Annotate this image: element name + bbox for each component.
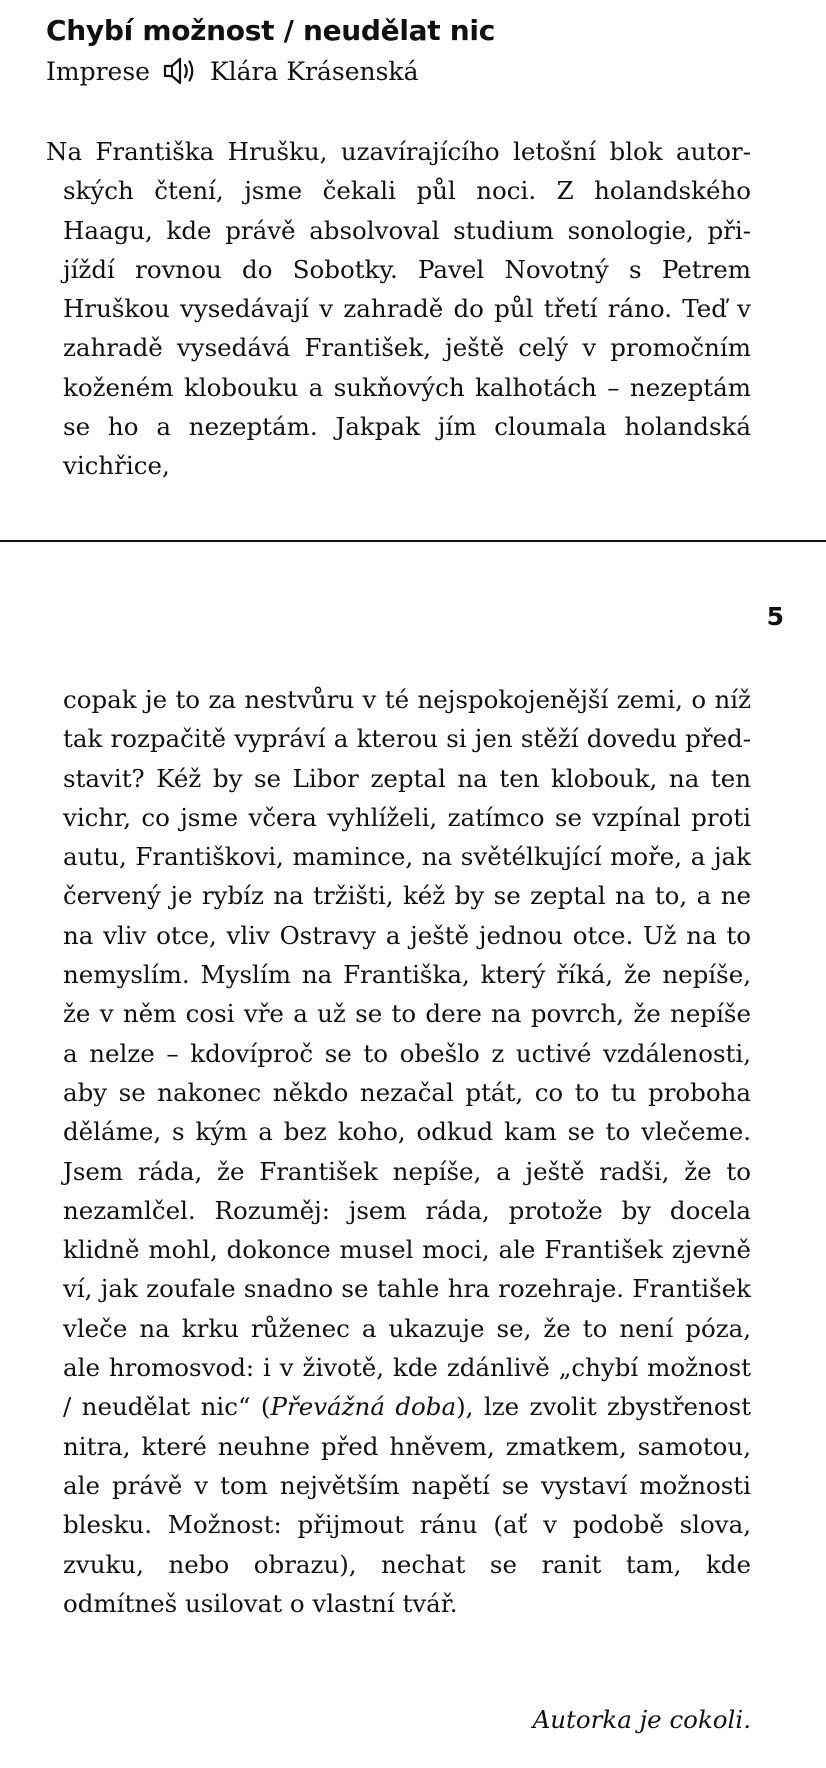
cited-work-title: Převážná doba [270, 1392, 457, 1422]
category-label: Imprese [46, 56, 150, 86]
speaker-icon[interactable] [162, 56, 198, 86]
paragraph-bottom [63, 680, 751, 1623]
paragraph-top: Na Františka Hrušku, uzavírajícího letošní blok autorských čtení, jsme čekali půl noci. Z holandského Haagu, kde právě absolvoval studium sonologie, přijíždí rovnou do Sobotky. Pavel Novotný s Petrem Hruškou vysedávají v zahradě do půl třetí ráno. Teď v zahradě vysedává František, ještě celý v promočním koženém klobouku a sukňových kalhotách – nezeptám se ho a nezeptám. Jakpak jím cloumala holandská vichřice, [46, 137, 751, 481]
paragraph-bottom-end: ), lze zvolit zbystřenost nitra, které neuhne před hněvem, zmatkem, samotou, ale právě v tom největším napětí se vystaví možnosti blesku. Možnost: přijmout ránu (ať v podobě slova, zvuku, nebo obrazu), nechat se ranit tam, kde odmítneš usilovat o vlastní tvář. [63, 1392, 751, 1618]
page-number: 5 [766, 602, 784, 631]
article-meta [46, 56, 419, 86]
page-divider [0, 540, 826, 542]
article-title: Chybí možnost / neudělat nic [46, 14, 496, 47]
author-signature: Autorka je cokoli. [532, 1705, 751, 1734]
author-name: Klára Krásenská [209, 56, 419, 86]
paragraph-bottom-start: copak je to za nestvůru v té nejspokojenější zemi, o níž tak rozpačitě vypráví a kterou si jen stěží dovedu představit? Kéž by se Libor zeptal na ten klobouk, na ten vichr, co jsme včera vyhlíželi, zatímco se vzpínal proti autu, Františkovi, mamince, na světélkující moře, a jak červený je rybíz na tržišti, kéž by se zeptal na to, a ne na vliv otce, vliv Ostravy a ještě jednou otce. Už na to nemyslím. Myslím na Františka, který říká, že nepíše, že v něm cosi vře a už se to dere na povrch, že nepíše a nelze – kdovíproč se to obešlo z uctivé vzdálenosti, aby se nakonec někdo nezačal ptát, co to tu proboha děláme, s kým a bez koho, odkud kam se to vlečeme. Jsem ráda, že František nepíše, a ještě radši, že to nezamlčel. Rozuměj: jsem ráda, protože by docela klidně mohl, dokonce musel moci, ale František zjevně ví, jak zoufale snadno se tahle hra rozehraje. František vleče na krku růženec a ukazuje se, že to není póza, ale hromosvod: i v životě, kde zdánlivě „chybí možnost / neudělat nic“ ( [63, 685, 751, 1422]
